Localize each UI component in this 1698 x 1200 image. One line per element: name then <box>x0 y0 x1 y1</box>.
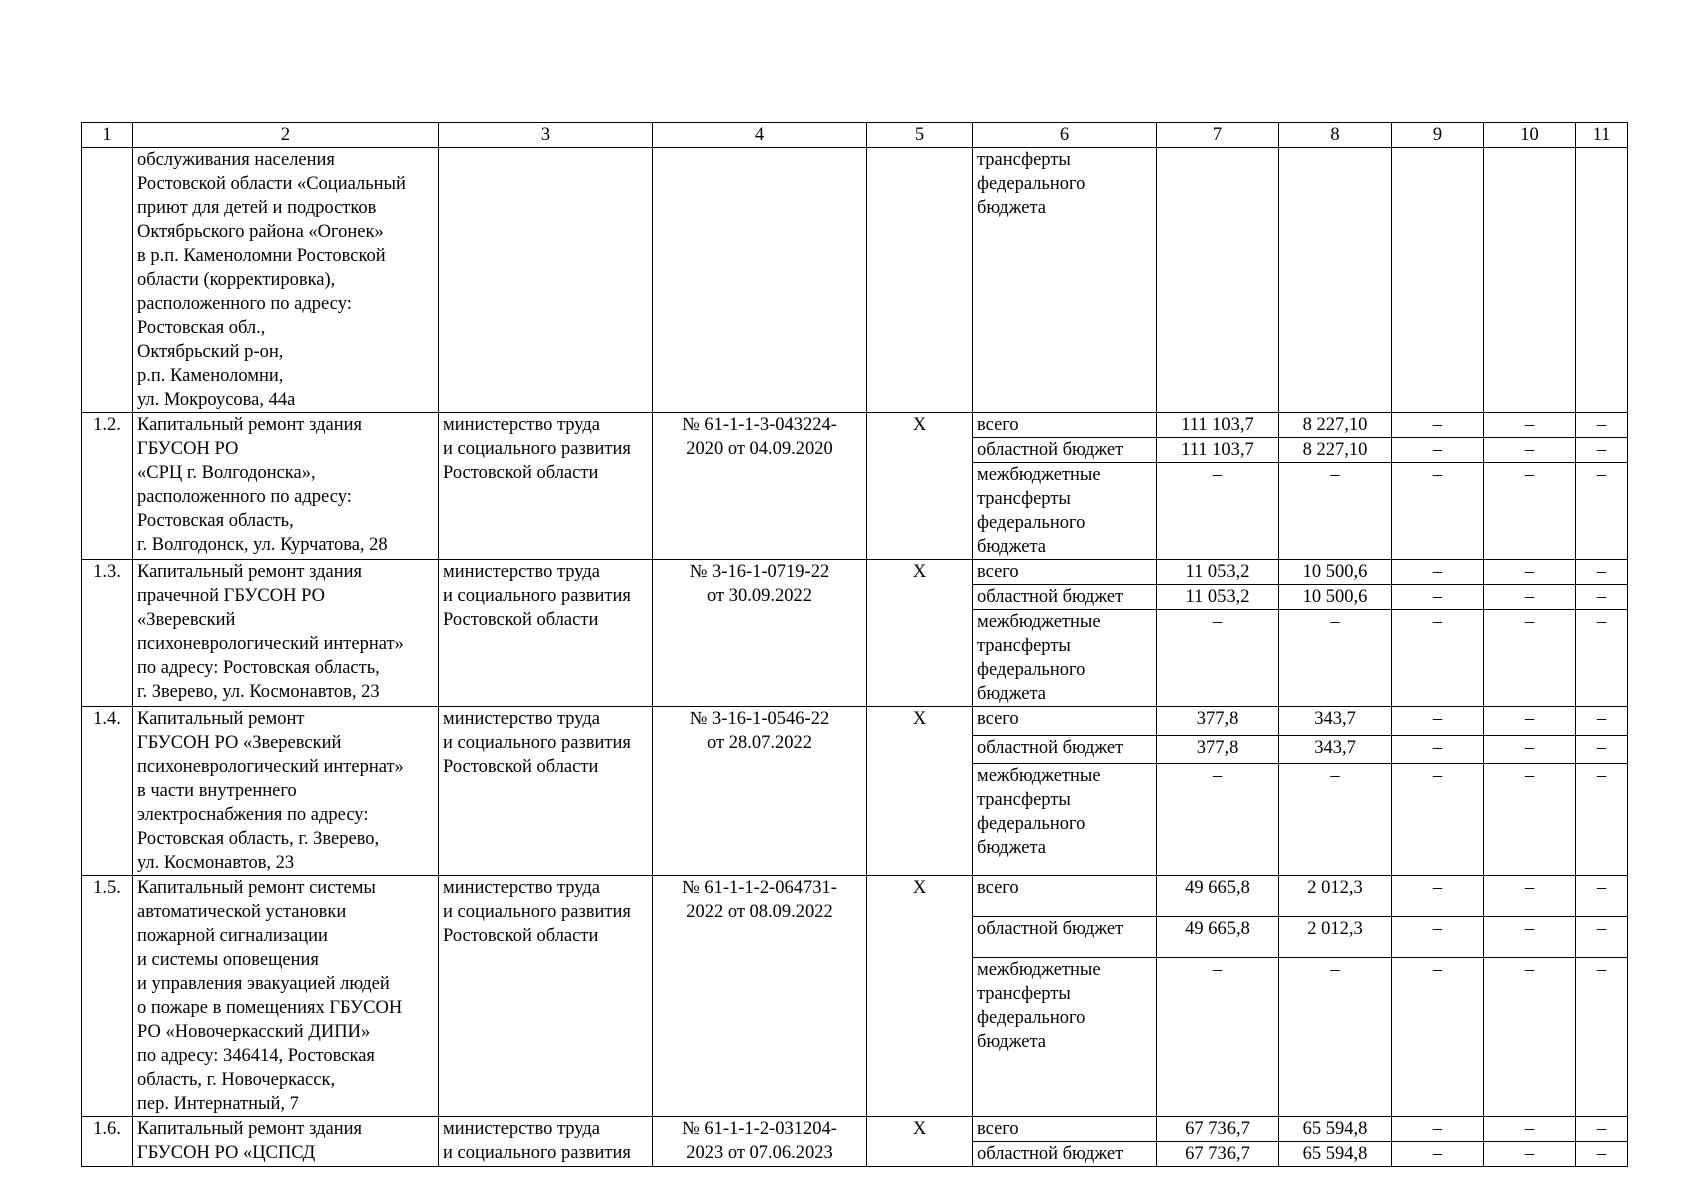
object-name-line: Капитальный ремонт здания <box>137 415 363 435</box>
object-name-line: р.п. Каменоломни, <box>137 366 284 386</box>
object-name-line: «Зверевский <box>137 610 236 630</box>
funding-source-federal-line: федерального <box>977 814 1086 835</box>
object-name <box>133 148 439 413</box>
funding-source-line: бюджета <box>977 198 1046 218</box>
customer-line: Ростовской области <box>443 463 599 483</box>
amount-regional: – <box>1392 585 1484 610</box>
object-name-line: Капитальный ремонт здания <box>137 1119 363 1139</box>
funding-source-federal <box>973 764 1157 876</box>
funding-source-line: федерального <box>977 174 1086 194</box>
amount-regional: – <box>1392 735 1484 764</box>
funding-source-federal-line: трансферты <box>977 636 1071 656</box>
object-name-line: расположенного по адресу: <box>137 487 352 507</box>
x-mark: Х <box>867 1117 973 1167</box>
customer <box>439 413 653 560</box>
amount-federal: – <box>1392 610 1484 707</box>
funding-source-federal-line: федерального <box>977 660 1086 680</box>
continuation-row <box>82 148 1628 413</box>
header-cell: 9 <box>1392 123 1484 148</box>
object-name-line: область, г. Новочеркасск, <box>137 1070 336 1090</box>
funding-source-federal-line: трансферты <box>977 489 1071 509</box>
object-name-line: г. Волгодонск, ул. Курчатова, 28 <box>137 535 388 555</box>
funding-source-total: всего <box>973 560 1157 585</box>
object-name-line: и системы оповещения <box>137 950 319 970</box>
approval-document <box>653 560 867 707</box>
object-name-line: ул. Космонавтов, 23 <box>137 853 295 873</box>
amount-federal: – <box>1157 610 1279 707</box>
amount-federal: – <box>1576 610 1628 707</box>
approval-document-line: 2022 от 08.09.2022 <box>686 902 833 922</box>
object-name-line: психоневрологический интернат» <box>137 757 404 777</box>
funding-source-regional: областной бюджет <box>973 438 1157 463</box>
customer-line: министерство труда <box>443 1119 600 1139</box>
amount-regional: – <box>1576 916 1628 957</box>
amount-total: – <box>1392 560 1484 585</box>
amount-federal: – <box>1484 610 1576 707</box>
amount-federal: – <box>1484 463 1576 560</box>
funding-source-regional: областной бюджет <box>973 585 1157 610</box>
funding-source-federal-line: бюджета <box>977 1031 1046 1052</box>
object-name-line: в части внутреннего <box>137 781 297 801</box>
object-name-line: о пожаре в помещениях ГБУСОН <box>137 998 403 1018</box>
customer <box>439 876 653 1117</box>
amount-federal: – <box>1484 957 1576 1116</box>
funding-source-total: всего <box>973 876 1157 917</box>
object-name-line: ул. Мокроусова, 44а <box>137 390 296 410</box>
customer-line: министерство труда <box>443 562 600 582</box>
approval-document-line: от 30.09.2022 <box>707 586 812 606</box>
approval-document-line: № 61-1-1-2-031204- <box>682 1119 837 1139</box>
funding-source-regional: областной бюджет <box>973 916 1157 957</box>
funding-source-federal-line: федерального <box>977 513 1086 533</box>
amount-total: – <box>1576 1117 1628 1142</box>
object-name <box>133 707 439 876</box>
customer-line: министерство труда <box>443 878 600 898</box>
x-mark: Х <box>867 876 973 1117</box>
item-number <box>82 148 133 413</box>
customer <box>439 707 653 876</box>
funding-source-federal-line: межбюджетные <box>977 612 1101 632</box>
amount-regional: 8 227,10 <box>1279 438 1392 463</box>
amount-cell <box>1576 148 1628 413</box>
object-name-line: Ростовская обл., <box>137 318 266 338</box>
object-name-line: Ростовская область, г. Зверево, <box>137 829 380 849</box>
object-name-line: по адресу: 346414, Ростовская <box>137 1046 375 1066</box>
object-name-line: приют для детей и подростков <box>137 198 377 218</box>
amount-federal: – <box>1576 957 1628 1116</box>
object-name-line: «СРЦ г. Волгодонска», <box>137 463 316 483</box>
header-cell: 5 <box>867 123 973 148</box>
customer-line: и социального развития <box>443 1143 631 1163</box>
amount-regional: 65 594,8 <box>1279 1142 1392 1167</box>
amount-regional: – <box>1576 438 1628 463</box>
object-name <box>133 1117 439 1167</box>
funding-source <box>973 148 1157 413</box>
customer-line: и социального развития <box>443 586 631 606</box>
approval-document-line: № 61-1-1-2-064731- <box>682 878 837 898</box>
amount-total: 10 500,6 <box>1279 560 1392 585</box>
amount-regional: – <box>1392 438 1484 463</box>
header-cell: 2 <box>133 123 439 148</box>
amount-cell <box>1279 148 1392 413</box>
amount-total: 2 012,3 <box>1279 876 1392 917</box>
object-name-line: и управления эвакуацией людей <box>137 974 390 994</box>
header-cell: 1 <box>82 123 133 148</box>
amount-regional: 377,8 <box>1157 735 1279 764</box>
approval-document-line: № 3-16-1-0546-22 <box>689 709 830 729</box>
x-mark: Х <box>867 413 973 560</box>
header-cell: 8 <box>1279 123 1392 148</box>
funding-source-federal-line: межбюджетные <box>977 465 1101 485</box>
amount-total: – <box>1392 413 1484 438</box>
item-number: 1.4. <box>82 707 133 876</box>
amount-regional: – <box>1484 438 1576 463</box>
x-mark: Х <box>867 560 973 707</box>
item-number: 1.3. <box>82 560 133 707</box>
funding-source-total: всего <box>973 1117 1157 1142</box>
object-name-line: Ростовской области «Социальный <box>137 174 406 194</box>
amount-regional: – <box>1576 735 1628 764</box>
amount-regional: 11 053,2 <box>1157 585 1279 610</box>
amount-total: 49 665,8 <box>1157 876 1279 917</box>
amount-federal: – <box>1157 764 1279 876</box>
object-name-line: психоневрологический интернат» <box>137 634 404 654</box>
amount-regional: 67 736,7 <box>1157 1142 1279 1167</box>
object-name <box>133 876 439 1117</box>
header-cell: 10 <box>1484 123 1576 148</box>
mark <box>867 148 973 413</box>
amount-total: – <box>1484 1117 1576 1142</box>
customer-line: министерство труда <box>443 415 600 435</box>
object-name-line: обслуживания населения <box>137 150 335 170</box>
amount-total: – <box>1484 560 1576 585</box>
object-name-line: Капитальный ремонт здания <box>137 562 363 582</box>
item-row-total <box>82 1117 1628 1142</box>
object-name-line: Капитальный ремонт системы <box>137 878 376 898</box>
amount-regional: – <box>1484 585 1576 610</box>
amount-total: 8 227,10 <box>1279 413 1392 438</box>
x-mark: Х <box>867 707 973 876</box>
column-number-header <box>82 123 1628 148</box>
funding-source-total: всего <box>973 707 1157 736</box>
approval-document-line: 2020 от 04.09.2020 <box>686 439 833 459</box>
object-name-line: Капитальный ремонт <box>137 709 305 729</box>
customer-line: Ростовской области <box>443 757 599 777</box>
amount-regional: 49 665,8 <box>1157 916 1279 957</box>
approval-document-line: от 28.07.2022 <box>707 733 812 753</box>
budget-table <box>81 122 1628 1167</box>
amount-regional: 10 500,6 <box>1279 585 1392 610</box>
object-name-line: г. Зверево, ул. Космонавтов, 23 <box>137 682 380 702</box>
object-name-line: пожарной сигнализации <box>137 926 328 946</box>
customer-line: и социального развития <box>443 902 631 922</box>
amount-regional: – <box>1484 735 1576 764</box>
item-number: 1.6. <box>82 1117 133 1167</box>
object-name-line: Октябрьский р-он, <box>137 342 284 362</box>
amount-total: 11 053,2 <box>1157 560 1279 585</box>
approval-document-line: № 61-1-1-3-043224- <box>682 415 837 435</box>
amount-federal: – <box>1484 764 1576 876</box>
funding-source-line: трансферты <box>977 150 1071 170</box>
funding-source-federal-line: бюджета <box>977 838 1046 859</box>
item-number: 1.5. <box>82 876 133 1117</box>
amount-total: 377,8 <box>1157 707 1279 736</box>
amount-federal: – <box>1576 764 1628 876</box>
object-name-line: электроснабжения по адресу: <box>137 805 369 825</box>
funding-source-federal-line: межбюджетные <box>977 766 1101 787</box>
amount-total: – <box>1484 876 1576 917</box>
customer-line: министерство труда <box>443 709 600 729</box>
object-name-line: ГБУСОН РО <box>137 439 239 459</box>
amount-federal: – <box>1157 957 1279 1116</box>
approval-document <box>653 148 867 413</box>
object-name-line: области (корректировка), <box>137 270 336 290</box>
amount-federal: – <box>1279 610 1392 707</box>
funding-source-federal-line: трансферты <box>977 790 1071 811</box>
customer-line: и социального развития <box>443 733 631 753</box>
funding-source-regional: областной бюджет <box>973 1142 1157 1167</box>
amount-cell <box>1157 148 1279 413</box>
customer <box>439 560 653 707</box>
item-number: 1.2. <box>82 413 133 560</box>
amount-total: – <box>1484 707 1576 736</box>
amount-federal: – <box>1157 463 1279 560</box>
amount-regional: – <box>1392 1142 1484 1167</box>
customer <box>439 148 653 413</box>
amount-regional: 2 012,3 <box>1279 916 1392 957</box>
item-row-total <box>82 876 1628 917</box>
approval-document <box>653 707 867 876</box>
approval-document <box>653 1117 867 1167</box>
amount-regional: 343,7 <box>1279 735 1392 764</box>
amount-federal: – <box>1279 957 1392 1116</box>
object-name-line: РО «Новочеркасский ДИПИ» <box>137 1022 371 1042</box>
amount-federal: – <box>1392 463 1484 560</box>
funding-source-regional: областной бюджет <box>973 735 1157 764</box>
amount-regional: 111 103,7 <box>1157 438 1279 463</box>
funding-source-federal <box>973 610 1157 707</box>
document-sheet <box>81 122 1627 1167</box>
object-name-line: расположенного по адресу: <box>137 294 352 314</box>
object-name <box>133 413 439 560</box>
customer <box>439 1117 653 1167</box>
header-cell: 11 <box>1576 123 1628 148</box>
amount-total: – <box>1484 413 1576 438</box>
amount-total: 111 103,7 <box>1157 413 1279 438</box>
object-name-line: прачечной ГБУСОН РО <box>137 586 325 606</box>
object-name-line: ГБУСОН РО «ЦСПСД <box>137 1143 316 1163</box>
approval-document <box>653 413 867 560</box>
item-row-total <box>82 707 1628 736</box>
object-name <box>133 560 439 707</box>
amount-regional: – <box>1484 1142 1576 1167</box>
object-name-line: в р.п. Каменоломни Ростовской <box>137 246 386 266</box>
object-name-line: Ростовская область, <box>137 511 294 531</box>
customer-line: и социального развития <box>443 439 631 459</box>
amount-regional: – <box>1576 1142 1628 1167</box>
object-name-line: Октябрьского района «Огонек» <box>137 222 384 242</box>
header-cell: 6 <box>973 123 1157 148</box>
customer-line: Ростовской области <box>443 926 599 946</box>
amount-total: – <box>1576 876 1628 917</box>
funding-source-federal-line: федерального <box>977 1007 1086 1028</box>
customer-line: Ростовской области <box>443 610 599 630</box>
item-row-total <box>82 560 1628 585</box>
funding-source-federal-line: бюджета <box>977 537 1046 557</box>
funding-source-federal-line: межбюджетные <box>977 959 1101 980</box>
object-name-line: ГБУСОН РО «Зверевский <box>137 733 342 753</box>
amount-regional: – <box>1484 916 1576 957</box>
amount-total: – <box>1576 560 1628 585</box>
approval-document <box>653 876 867 1117</box>
header-cell: 4 <box>653 123 867 148</box>
amount-federal: – <box>1392 764 1484 876</box>
amount-total: – <box>1392 1117 1484 1142</box>
amount-federal: – <box>1279 463 1392 560</box>
amount-total: 65 594,8 <box>1279 1117 1392 1142</box>
header-cell: 7 <box>1157 123 1279 148</box>
amount-federal: – <box>1279 764 1392 876</box>
funding-source-total: всего <box>973 413 1157 438</box>
funding-source-federal-line: бюджета <box>977 684 1046 704</box>
amount-federal: – <box>1392 957 1484 1116</box>
amount-federal: – <box>1576 463 1628 560</box>
header-cell: 3 <box>439 123 653 148</box>
object-name-line: по адресу: Ростовская область, <box>137 658 380 678</box>
funding-source-federal-line: трансферты <box>977 983 1071 1004</box>
amount-total: 67 736,7 <box>1157 1117 1279 1142</box>
funding-source-federal <box>973 463 1157 560</box>
amount-cell <box>1484 148 1576 413</box>
item-row-total <box>82 413 1628 438</box>
approval-document-line: № 3-16-1-0719-22 <box>689 562 830 582</box>
amount-total: – <box>1392 707 1484 736</box>
amount-total: – <box>1576 413 1628 438</box>
amount-regional: – <box>1576 585 1628 610</box>
amount-total: – <box>1392 876 1484 917</box>
amount-total: 343,7 <box>1279 707 1392 736</box>
object-name-line: пер. Интернатный, 7 <box>137 1094 299 1114</box>
object-name-line: автоматической установки <box>137 902 347 922</box>
amount-cell <box>1392 148 1484 413</box>
approval-document-line: 2023 от 07.06.2023 <box>686 1143 833 1163</box>
amount-regional: – <box>1392 916 1484 957</box>
funding-source-federal <box>973 957 1157 1116</box>
amount-total: – <box>1576 707 1628 736</box>
